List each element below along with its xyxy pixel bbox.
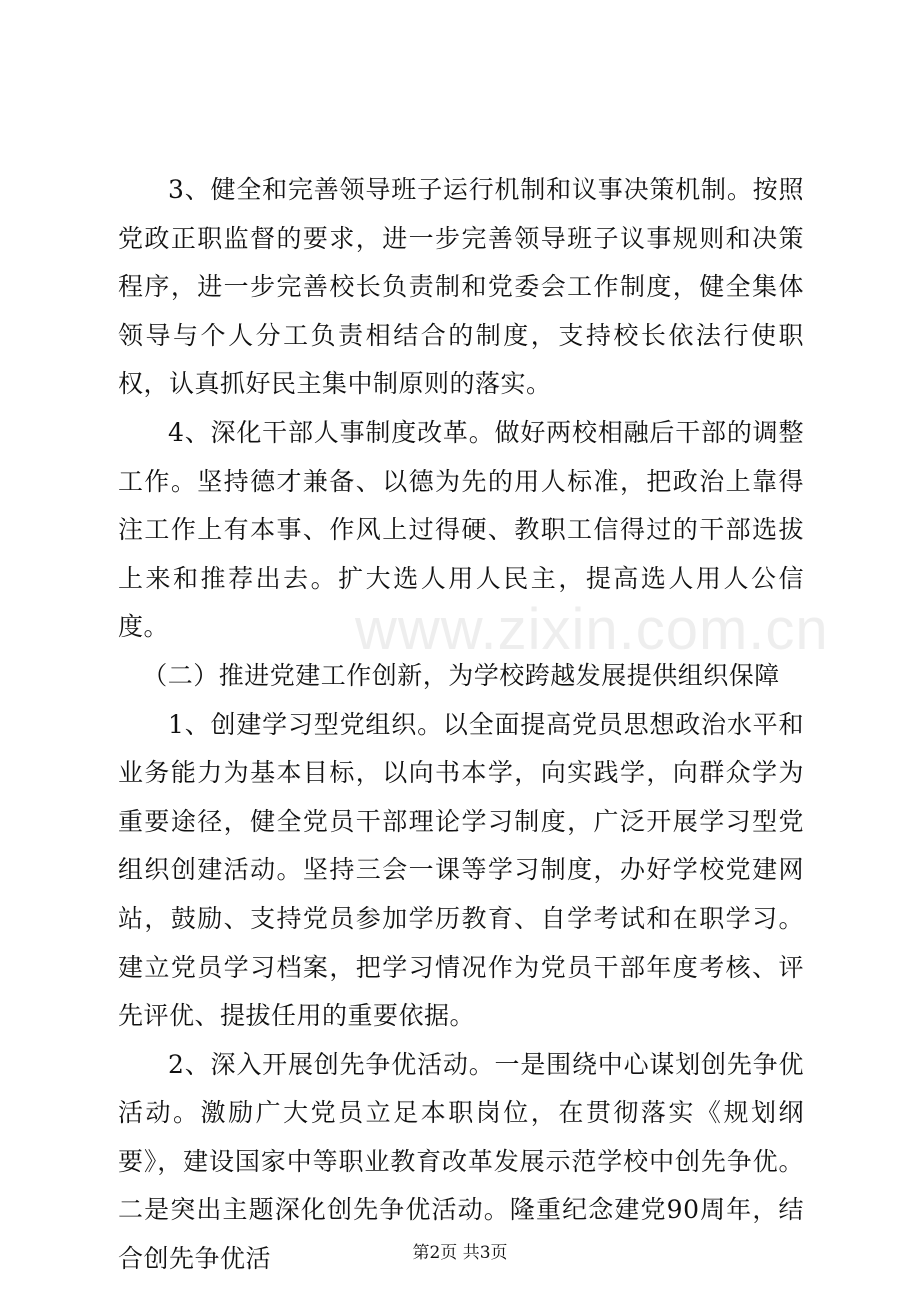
paragraph-item-2: 2、深入开展创先争优活动。一是围绕中心谋划创先争优活动。激励广大党员立足本职岗位，在贯彻落实《规划纲要》，建设国家中等职业教育改革发展示范学校中创先争优。二是突出主题深化创先争优活动。隆重纪念建党90周年，结合创先争优活 [118,1049,804,1274]
watermark: www.zixin.com.cn [355,597,829,662]
paragraph-item-3: 3、健全和完善领导班子运行机制和议事决策机制。按照党政正职监督的要求，进一步完善领导班子议事规则和决策程序，进一步完善校长负责制和党委会工作制度，健全集体领导与个人分工负责相结合的制度，支持校长依法行使职权，认真抓好民主集中制原则的落实。 [118,175,804,399]
section-heading: （二）推进党建工作创新，为学校跨越发展提供组织保障 [142,660,780,690]
paragraph-item-1: 1、创建学习型党组织。以全面提高党员思想政治水平和业务能力为基本目标，以向书本学，向实践学，向群众学为重要途径，健全党员干部理论学习制度，广泛开展学习型党组织创建活动。坚持三会一课等学习制度，办好学校党建网站，鼓励、支持党员参加学历教育、自学考试和在职学习。建立党员学习档案，把学习情况作为党员干部年度考核、评先评优、提拔任用的重要依据。 [118,709,804,1031]
document-body [118,166,804,1284]
paragraph-item-4: 4、深化干部人事制度改革。做好两校相融后干部的调整工作。坚持德才兼备、以德为先的用人标准，把政治上靠得注工作上有本事、作风上过得硬、教职工信得过的干部选拔上来和推荐出去。扩大选人用人民主，提高选人用人公信度。 [118,417,804,642]
page-footer: 第2页 共3页 [412,1243,508,1263]
